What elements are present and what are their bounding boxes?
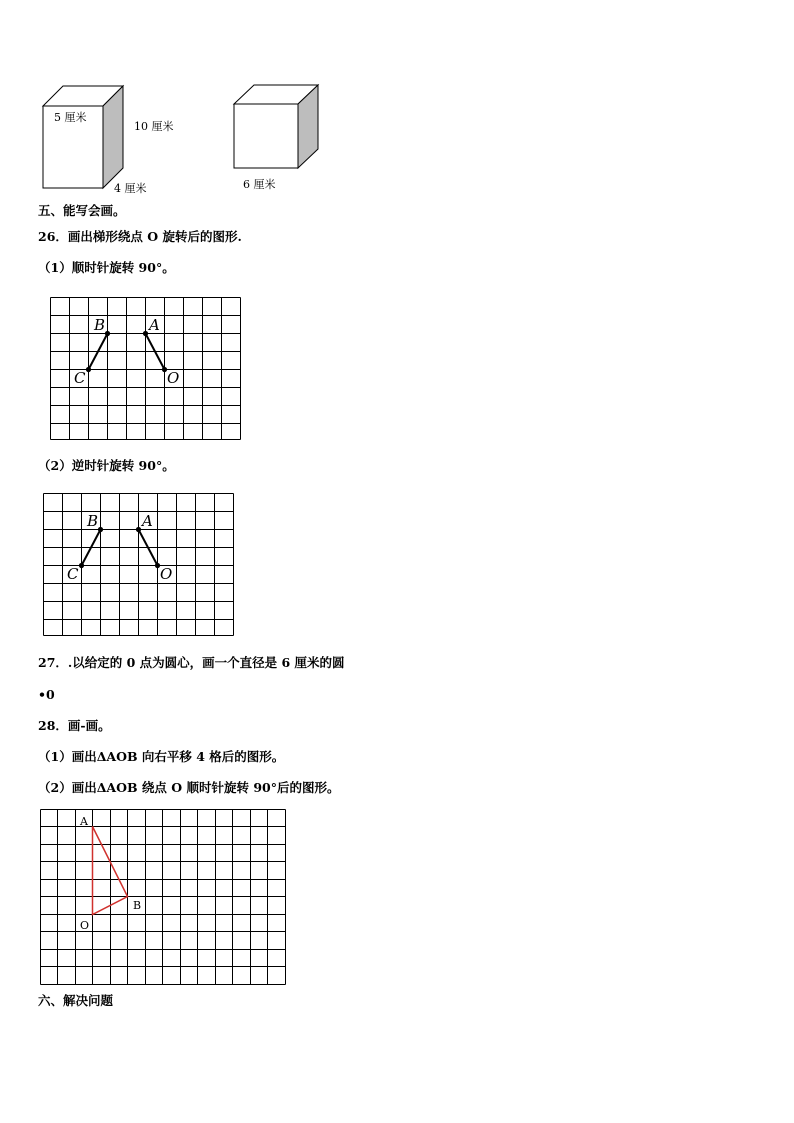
q28-part1-label: （1）画出ΔAOB 向右平移 4 格后的图形。 [38, 749, 285, 764]
label-b: B [87, 512, 99, 530]
q26-part1-label: （1）顺时针旋转 90°。 [38, 260, 175, 275]
section-6-heading: 六、解决问题 [38, 993, 114, 1008]
point-a [136, 527, 141, 532]
label-b: B [94, 316, 106, 334]
label-o: O [160, 565, 173, 583]
q28-part2-label: （2）画出ΔAOB 绕点 O 顺时针旋转 90°后的图形。 [38, 780, 340, 795]
point-c [86, 367, 91, 372]
label-c: C [74, 369, 86, 387]
label-o: O [80, 919, 90, 932]
cuboid-figure [38, 82, 138, 194]
cube-figure [230, 82, 322, 172]
q26-title: 26．画出梯形绕点 O 旋转后的图形. [38, 229, 242, 244]
q26-grid-1[interactable] [50, 297, 244, 441]
q27-title: 27．.以给定的 0 点为圆心，画一个直径是 6 厘米的圆 [38, 655, 345, 670]
cuboid-front-label: 5 厘米 [54, 111, 87, 124]
point-b [98, 527, 103, 532]
cuboid-height-label: 10 厘米 [134, 120, 174, 133]
q27-point-o[interactable]: •0 [38, 687, 55, 702]
point-b [105, 331, 110, 336]
label-b: B [133, 899, 142, 912]
point-c [79, 563, 84, 568]
q28-grid[interactable] [40, 809, 288, 987]
point-a [143, 331, 148, 336]
label-c: C [67, 565, 79, 583]
grid-lines [41, 810, 286, 985]
label-o: O [167, 369, 180, 387]
cuboid-depth-label: 4 厘米 [114, 182, 147, 195]
section-5-heading: 五、能写会画。 [38, 203, 126, 218]
label-a: A [80, 815, 88, 828]
q28-title: 28．画-画。 [38, 718, 111, 733]
q26-part2-label: （2）逆时针旋转 90°。 [38, 458, 175, 473]
label-a: A [149, 316, 160, 334]
label-a: A [142, 512, 153, 530]
cube-edge-label: 6 厘米 [243, 178, 276, 191]
q26-grid-2[interactable] [43, 493, 237, 637]
